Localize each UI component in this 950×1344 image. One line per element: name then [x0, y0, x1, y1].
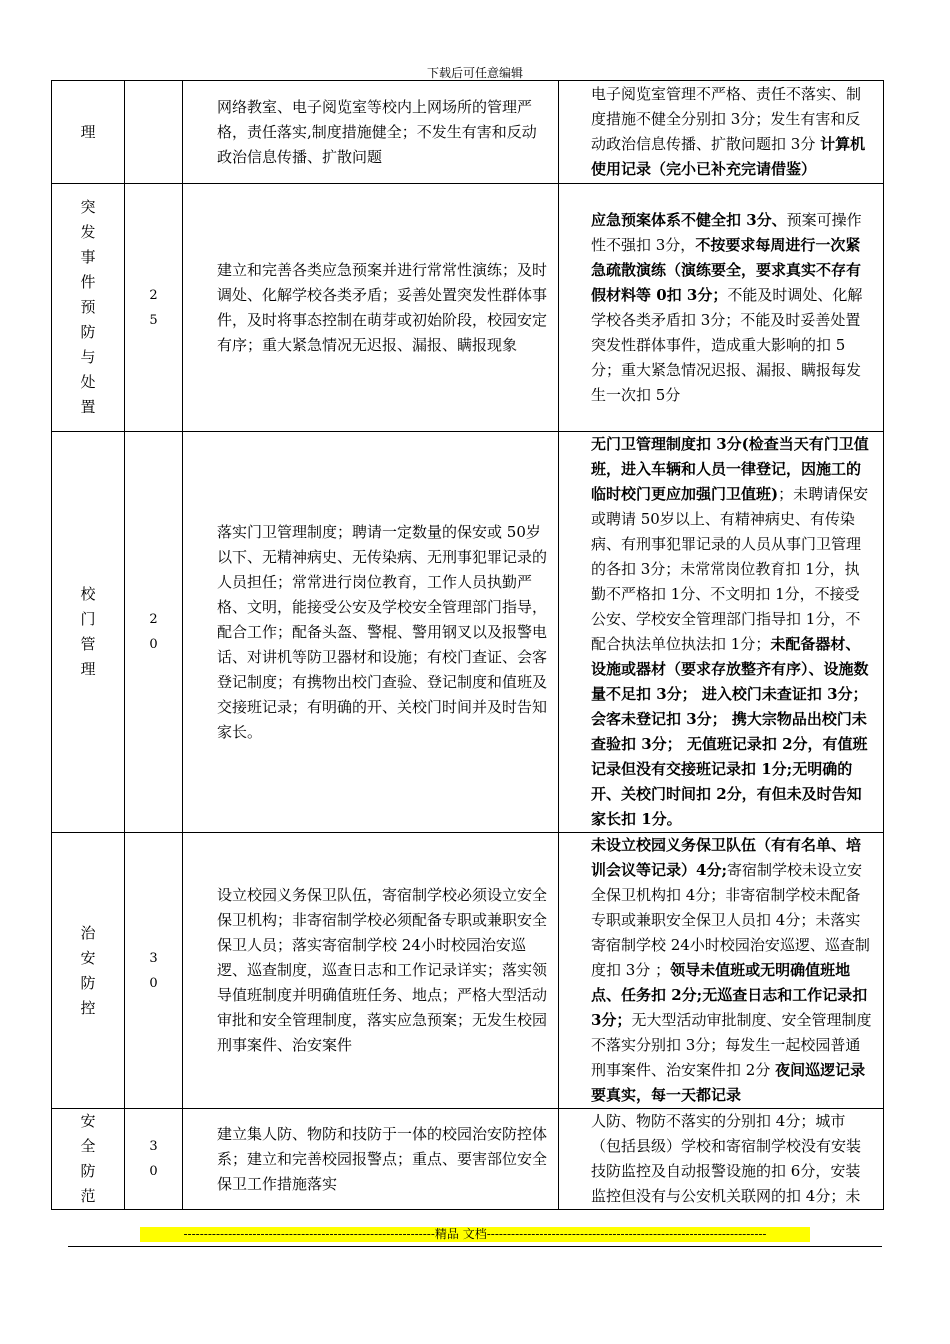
category-cell: 安全防范: [52, 1109, 125, 1210]
download-note: 下载后可任意编辑: [426, 66, 523, 80]
standard-cell: 网络教室、电子阅览室等校内上网场所的管理严格，责任落实,制度措施健全；不发生有害和反动政治信息传播、扩散问题: [183, 81, 559, 184]
standard-cell: 建立集人防、物防和技防于一体的校园治安防控体系；建立和完善校园报警点；重点、要害部位安全保卫工作措施落实: [183, 1109, 559, 1210]
score-cell: 30: [125, 1109, 183, 1210]
table-row: [52, 432, 884, 833]
score-cell: [125, 81, 183, 184]
standard-cell: 落实门卫管理制度；聘请一定数量的保安或 50岁以下、无精神病史、无传染病、无刑事犯罪记录的人员担任；常常进行岗位教育，工作人员执勤严格、文明，能接受公安及学校安全管理部门指导，配合工作；配备头盔、警棍、警用钢叉以及报警电话、对讲机等防卫器材和设施；有校门查证、会客登记制度；有携物出校门查验、登记制度和值班及交接班记录；有明确的开、关校门时间并及时告知家长。: [183, 432, 559, 833]
criteria-cell: 无门卫管理制度扣 3分(检查当天有门卫值班，进入车辆和人员一律登记，因施工的临时校门更应加强门卫值班)；未聘请保安或聘请 50岁以上、有精神病史、有传染病、有刑事犯罪记录的人员从事门卫管理的各扣 3分；未常常岗位教育扣 1分，执勤不严格扣 1分、不文明扣 1分，不接受公安、学校安全管理部门指导扣 1分，不配合执法单位执法扣 1分；未配备器材、设施或器材（要求存放整齐有序）、设施数量不足扣 3分； 进入校门未查证扣 3分； 会客未登记扣 3分； 携大宗物品出校门未查验扣 3分； 无值班记录扣 2分，有值班记录但没有交接班记录扣 1分;无明确的开、关校门时间扣 2分，有但未及时告知家长扣 1分。: [559, 432, 884, 833]
category-cell: 理: [52, 81, 125, 184]
safety-assessment-table: [51, 80, 884, 1210]
criteria-cell: 未设立校园义务保卫队伍（有有名单、培训会议等记录）4分;寄宿制学校未设立安全保卫机构扣 4分；非寄宿制学校未配备专职或兼职安全保卫人员扣 4分；未落实寄宿制学校 24小时校园治安巡逻、巡查制度扣 3分 ；领导未值班或无明确值班地点、任务扣 2分;无巡查日志和工作记录扣 3分；无大型活动审批制度、安全管理制度不落实分别扣 3分；每发生一起校园普通刑事案件、治安案件扣 2分 夜间巡逻记录要真实，每一天都记录: [559, 833, 884, 1109]
table-row: [52, 184, 884, 432]
category-cell: 突发事件预防与处置: [52, 184, 125, 432]
footer-banner: --------------------------------------------------------------精品 文档---------------------------------------------------------------------: [140, 1227, 810, 1242]
table-row: [52, 1109, 884, 1210]
category-cell: 治安防控: [52, 833, 125, 1109]
score-cell: 25: [125, 184, 183, 432]
criteria-cell: 电子阅览室管理不严格、责任不落实、制度措施不健全分别扣 3分；发生有害和反动政治信息传播、扩散问题扣 3分 计算机使用记录（完小已补充完请借鉴）: [559, 81, 884, 184]
standard-cell: 建立和完善各类应急预案并进行常常性演练；及时调处、化解学校各类矛盾；妥善处置突发性群体事件，及时将事态控制在萌芽或初始阶段，校园安定有序；重大紧急情况无迟报、漏报、瞒报现象: [183, 184, 559, 432]
table-row: [52, 81, 884, 184]
table-row: [52, 833, 884, 1109]
footer-divider: [68, 1246, 882, 1247]
criteria-cell: 应急预案体系不健全扣 3分、预案可操作性不强扣 3分，不按要求每周进行一次紧急疏散演练（演练要全，要求真实不存有假材料等 0扣 3分；不能及时调处、化解学校各类矛盾扣 3分；不能及时妥善处置突发性群体事件，造成重大影响的扣 5分；重大紧急情况迟报、漏报、瞒报每发生一次扣 5分: [559, 184, 884, 432]
score-cell: 20: [125, 432, 183, 833]
category-cell: 校门管理: [52, 432, 125, 833]
score-cell: 30: [125, 833, 183, 1109]
standard-cell: 设立校园义务保卫队伍，寄宿制学校必须设立安全保卫机构；非寄宿制学校必须配备专职或兼职安全保卫人员；落实寄宿制学校 24小时校园治安巡逻、巡查制度，巡查日志和工作记录详实；落实领导值班制度并明确值班任务、地点；严格大型活动审批和安全管理制度，落实应急预案；无发生校园刑事案件、治安案件: [183, 833, 559, 1109]
criteria-cell: 人防、物防不落实的分别扣 4分；城市（包括县级）学校和寄宿制学校没有安装技防监控及自动报警设施的扣 6分，安装监控但没有与公安机关联网的扣 4分；未: [559, 1109, 884, 1210]
